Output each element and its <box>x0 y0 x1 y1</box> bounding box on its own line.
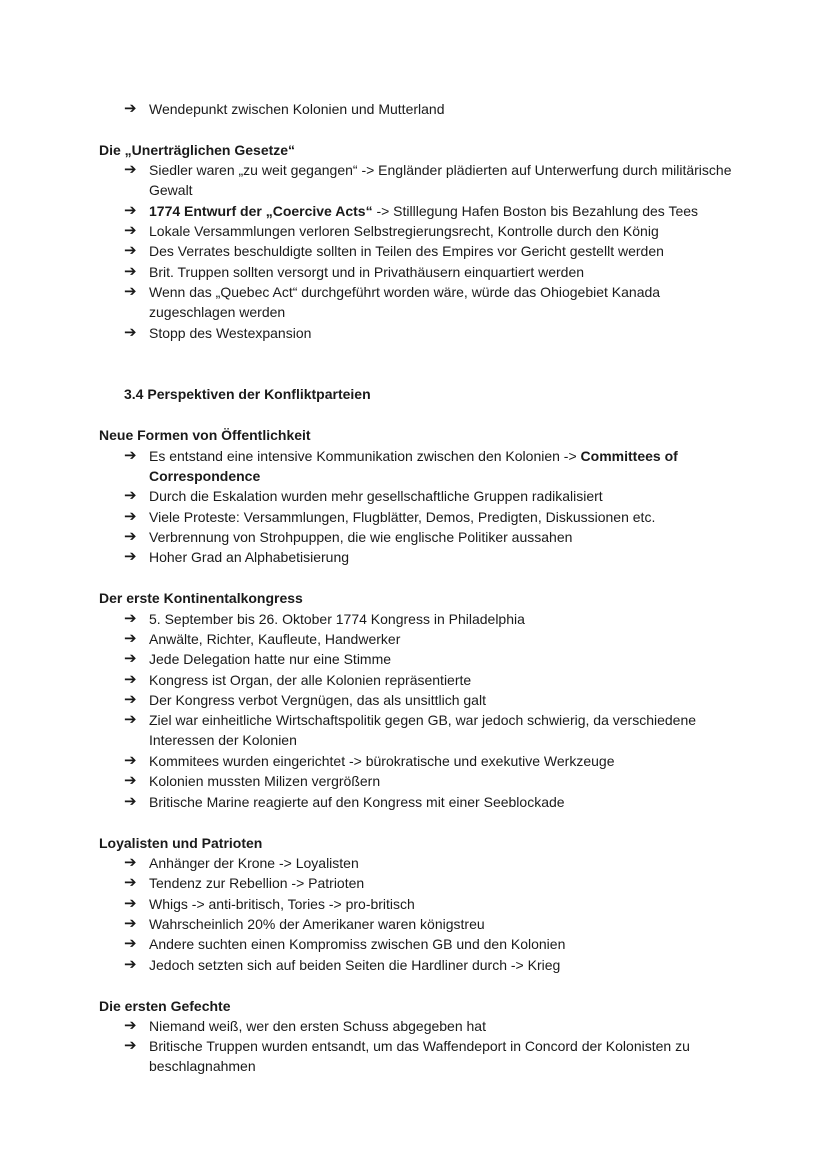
list-item <box>124 710 734 751</box>
list-item-text: Brit. Truppen sollten versorgt und in Privathäusern einquartiert werden <box>149 264 585 280</box>
list-item <box>124 771 734 791</box>
list-item-text: Britische Marine reagierte auf den Kongress mit einer Seeblockade <box>149 794 565 810</box>
arrow-icon: ➔ <box>124 324 137 341</box>
arrow-icon: ➔ <box>124 447 137 464</box>
list-item <box>124 894 734 914</box>
arrow-icon: ➔ <box>124 772 137 789</box>
list-item-bold-text: Committees of Correspondence <box>149 448 678 485</box>
list-item-rest-text: Es entstand eine intensive Kommunikation zwischen den Kolonien -> <box>149 448 581 464</box>
list-item-text: Stopp des Westexpansion <box>149 325 312 341</box>
arrow-icon: ➔ <box>124 1017 137 1034</box>
arrow-icon: ➔ <box>124 528 137 545</box>
arrow-icon: ➔ <box>124 508 137 525</box>
list-item-text: Ziel war einheitliche Wirtschaftspolitik gegen GB, war jedoch schwierig, da verschiedene Interessen der Kolonien <box>149 712 697 749</box>
list-item-text: Siedler waren „zu weit gegangen“ -> Engländer plädierten auf Unterwerfung durch militärische Gewalt <box>149 162 732 199</box>
arrow-icon: ➔ <box>124 874 137 891</box>
arrow-icon: ➔ <box>124 752 137 769</box>
arrow-icon: ➔ <box>124 100 137 117</box>
arrow-icon: ➔ <box>124 854 137 871</box>
arrow-icon: ➔ <box>124 202 137 219</box>
list-item <box>124 955 734 975</box>
list-item-text: Der Kongress verbot Vergnügen, das als unsittlich galt <box>149 692 486 708</box>
arrow-icon: ➔ <box>124 1037 137 1054</box>
list-item <box>124 547 734 567</box>
arrow-icon: ➔ <box>124 487 137 504</box>
list-item <box>124 690 734 710</box>
list-item-text: Kongress ist Organ, der alle Kolonien repräsentierte <box>149 672 472 688</box>
arrow-icon: ➔ <box>124 161 137 178</box>
list-item <box>124 649 734 669</box>
list-item-rest-text: -> Stilllegung Hafen Boston bis Bezahlung des Tees <box>372 203 699 219</box>
arrow-icon: ➔ <box>124 548 137 565</box>
list-item <box>124 262 734 282</box>
list-item <box>124 282 734 323</box>
list-item <box>124 241 734 261</box>
list-item-text <box>149 201 734 221</box>
arrow-icon: ➔ <box>124 610 137 627</box>
list-item <box>124 99 734 119</box>
arrow-icon: ➔ <box>124 222 137 239</box>
list-item <box>124 323 734 343</box>
list-item-text: 5. September bis 26. Oktober 1774 Kongress in Philadelphia <box>149 611 525 627</box>
list-item-text: Viele Proteste: Versammlungen, Flugblätter, Demos, Predigten, Diskussionen etc. <box>149 509 656 525</box>
arrow-icon: ➔ <box>124 263 137 280</box>
list-item <box>124 873 734 893</box>
arrow-icon: ➔ <box>124 691 137 708</box>
list-item-text: Jede Delegation hatte nur eine Stimme <box>149 651 392 667</box>
list-item <box>124 1016 734 1036</box>
chapter-heading: 3.4 Perspektiven der Konfliktparteien <box>124 386 371 402</box>
list-item-text: Tendenz zur Rebellion -> Patrioten <box>149 875 365 891</box>
list-item-text: Durch die Eskalation wurden mehr gesellschaftliche Gruppen radikalisiert <box>149 488 603 504</box>
list-item-text: Wenn das „Quebec Act“ durchgeführt worden wäre, würde das Ohiogebiet Kanada zugeschlagen werden <box>149 284 661 321</box>
list-item-text: Whigs -> anti-britisch, Tories -> pro-britisch <box>149 896 415 912</box>
list-item <box>124 914 734 934</box>
arrow-icon: ➔ <box>124 650 137 667</box>
list-item <box>124 609 734 629</box>
list-item <box>124 221 734 241</box>
section-heading-oeffentlichkeit: Neue Formen von Öffentlichkeit <box>99 427 311 443</box>
section-heading-gefechte: Die ersten Gefechte <box>99 998 231 1014</box>
list-item-text: Niemand weiß, wer den ersten Schuss abgegeben hat <box>149 1018 486 1034</box>
list-item <box>124 629 734 649</box>
section-heading-gesetze: Die „Unerträglichen Gesetze“ <box>99 142 296 158</box>
list-item-text: Anhänger der Krone -> Loyalisten <box>149 855 359 871</box>
list-item-text: Lokale Versammlungen verloren Selbstregierungsrecht, Kontrolle durch den König <box>149 223 659 239</box>
list-item-text: Wendepunkt zwischen Kolonien und Mutterland <box>149 101 445 117</box>
arrow-icon: ➔ <box>124 630 137 647</box>
list-item <box>124 853 734 873</box>
list-item-text: Andere suchten einen Kompromiss zwischen GB und den Kolonien <box>149 936 566 952</box>
list-item <box>124 201 734 221</box>
list-item <box>124 446 734 487</box>
list-item-text: Jedoch setzten sich auf beiden Seiten die Hardliner durch -> Krieg <box>149 957 561 973</box>
list-item-text: Kommitees wurden eingerichtet -> bürokratische und exekutive Werkzeuge <box>149 753 615 769</box>
list-item <box>124 486 734 506</box>
list-item-text: Britische Truppen wurden entsandt, um das Waffendeport in Concord der Kolonisten zu beschlagnahmen <box>149 1038 690 1075</box>
list-item <box>124 792 734 812</box>
arrow-icon: ➔ <box>124 283 137 300</box>
list-item <box>124 527 734 547</box>
arrow-icon: ➔ <box>124 711 137 728</box>
section-heading-kongress: Der erste Kontinentalkongress <box>99 590 303 606</box>
list-item-text: Des Verrates beschuldigte sollten in Teilen des Empires vor Gericht gestellt werden <box>149 243 664 259</box>
list-item-text: Hoher Grad an Alphabetisierung <box>149 549 350 565</box>
list-item <box>124 934 734 954</box>
arrow-icon: ➔ <box>124 793 137 810</box>
list-item-text <box>149 446 734 487</box>
list-item-text: Wahrscheinlich 20% der Amerikaner waren königstreu <box>149 916 485 932</box>
list-item <box>124 670 734 690</box>
list-item-text: Anwälte, Richter, Kaufleute, Handwerker <box>149 631 401 647</box>
list-item <box>124 507 734 527</box>
arrow-icon: ➔ <box>124 915 137 932</box>
arrow-icon: ➔ <box>124 671 137 688</box>
list-item <box>124 160 734 201</box>
arrow-icon: ➔ <box>124 895 137 912</box>
arrow-icon: ➔ <box>124 935 137 952</box>
arrow-icon: ➔ <box>124 956 137 973</box>
list-item <box>124 1036 734 1077</box>
arrow-icon: ➔ <box>124 242 137 259</box>
section-heading-loyalisten: Loyalisten und Patrioten <box>99 835 263 851</box>
list-item-text: Verbrennung von Strohpuppen, die wie englische Politiker aussahen <box>149 529 573 545</box>
list-item-text: Kolonien mussten Milizen vergrößern <box>149 773 381 789</box>
list-item-bold-text: 1774 Entwurf der „Coercive Acts“ <box>149 203 373 219</box>
list-item <box>124 751 734 771</box>
